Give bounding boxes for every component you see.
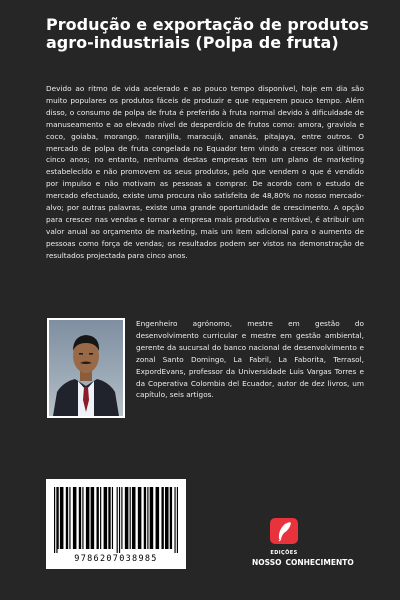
barcode-bar: [138, 487, 142, 549]
barcode-bar: [104, 487, 108, 549]
barcode-bar: [73, 487, 77, 549]
barcode-bar: [54, 487, 55, 553]
publisher-name-first: NOSSO: [252, 558, 282, 567]
book-description: Devido ao ritmo de vida acelerado e ao pouco tempo disponível, hoje em dia são muito populares os produtos fáceis de produzir e que requerem pouco tempo. Além disso, o consumo de polpa de fruta é preferido à fruta normal devido à dificuldade de manuseamento e ao elevado nível de desperdício de frutos como: amora, graviola e coco, goiaba, morango, naranjilla, maracujá, ananás, pitajaya, entre outros. O mercado de polpa de fruta congelada no Equador tem vindo a crescer nos últimos cinco anos; no entanto, nenhuma destas empresas tem um plano de marketing estabelecido e não promovem os seus produtos, pelo que vendem o que é vendido por impulso e não motivam as pessoas a comprar. De acordo com o estudo de mercado efectuado, existe uma procura não satisfeita de 48,80% no nosso mercado-alvo; por outras palavras, existe uma grande oportunidade de crescimento. A opção para crescer nas vendas e tornar a empresa mais produtiva e rentável, é atribuir um valor anual ao orçamento de marketing, mais um item adicional para o aumento de pessoas como força de vendas; os resultados podem ser vistos na demonstração de resultados projectada para cinco anos.: [46, 84, 364, 260]
barcode-bar: [130, 487, 131, 549]
barcode-bar: [125, 487, 129, 549]
barcode-bar: [147, 487, 148, 549]
barcode-bar: [82, 487, 83, 549]
publisher-logo-block: [252, 518, 358, 568]
barcode-bar: [58, 487, 59, 549]
barcode-bar: [69, 487, 70, 549]
barcode-bars: [52, 487, 180, 553]
barcode-bar: [112, 487, 113, 549]
barcode-bar: [132, 487, 136, 549]
author-photo: [47, 318, 125, 418]
barcode-bar: [108, 487, 110, 549]
barcode-bar: [174, 487, 175, 553]
isbn-number: 9786207038985: [74, 554, 158, 564]
barcode-bar: [144, 487, 146, 549]
barcode-bar: [86, 487, 90, 549]
publisher-name-second: CONHECIMENTO: [285, 558, 354, 567]
barcode-bar: [66, 487, 68, 549]
barcode-bar: [117, 487, 118, 553]
barcode-bar: [156, 487, 160, 549]
publisher-top-label: EDIÇÕES: [270, 550, 298, 556]
publisher-logo: [270, 518, 298, 544]
barcode-bar: [119, 487, 120, 553]
quill-icon: [270, 518, 298, 544]
author-portrait-image: [49, 320, 123, 416]
barcode-bar: [150, 487, 154, 549]
barcode-bar: [177, 487, 178, 553]
author-bio: Engenheiro agrónomo, mestre em gestão do desenvolvimento curricular e mestre em gestão ambiental, gerente da sucursal do banco nacional de desenvolvimento e zonal Santo Domingo, La Fabril, La Faborita, Terrasol, ExpordEvans, professor da Universidade Luis Vargas Torres e da Coperativa Colombia del Ecuador, autor de dez livros, um capítulo, seis artigos.: [136, 319, 364, 400]
barcode-bar: [56, 487, 57, 553]
publisher-name: [252, 558, 354, 567]
barcode-bar: [79, 487, 81, 549]
barcode-bar: [60, 487, 64, 549]
barcode-bar: [165, 487, 169, 549]
barcode-bar: [161, 487, 163, 549]
barcode-bar: [121, 487, 122, 549]
barcode-bar: [100, 487, 101, 549]
book-title: Produção e exportação de produtos agro-industriais (Polpa de fruta): [46, 15, 369, 52]
isbn-barcode: [46, 479, 186, 569]
barcode-bar: [170, 487, 172, 549]
barcode-bar: [91, 487, 95, 549]
barcode-bar: [97, 487, 99, 549]
